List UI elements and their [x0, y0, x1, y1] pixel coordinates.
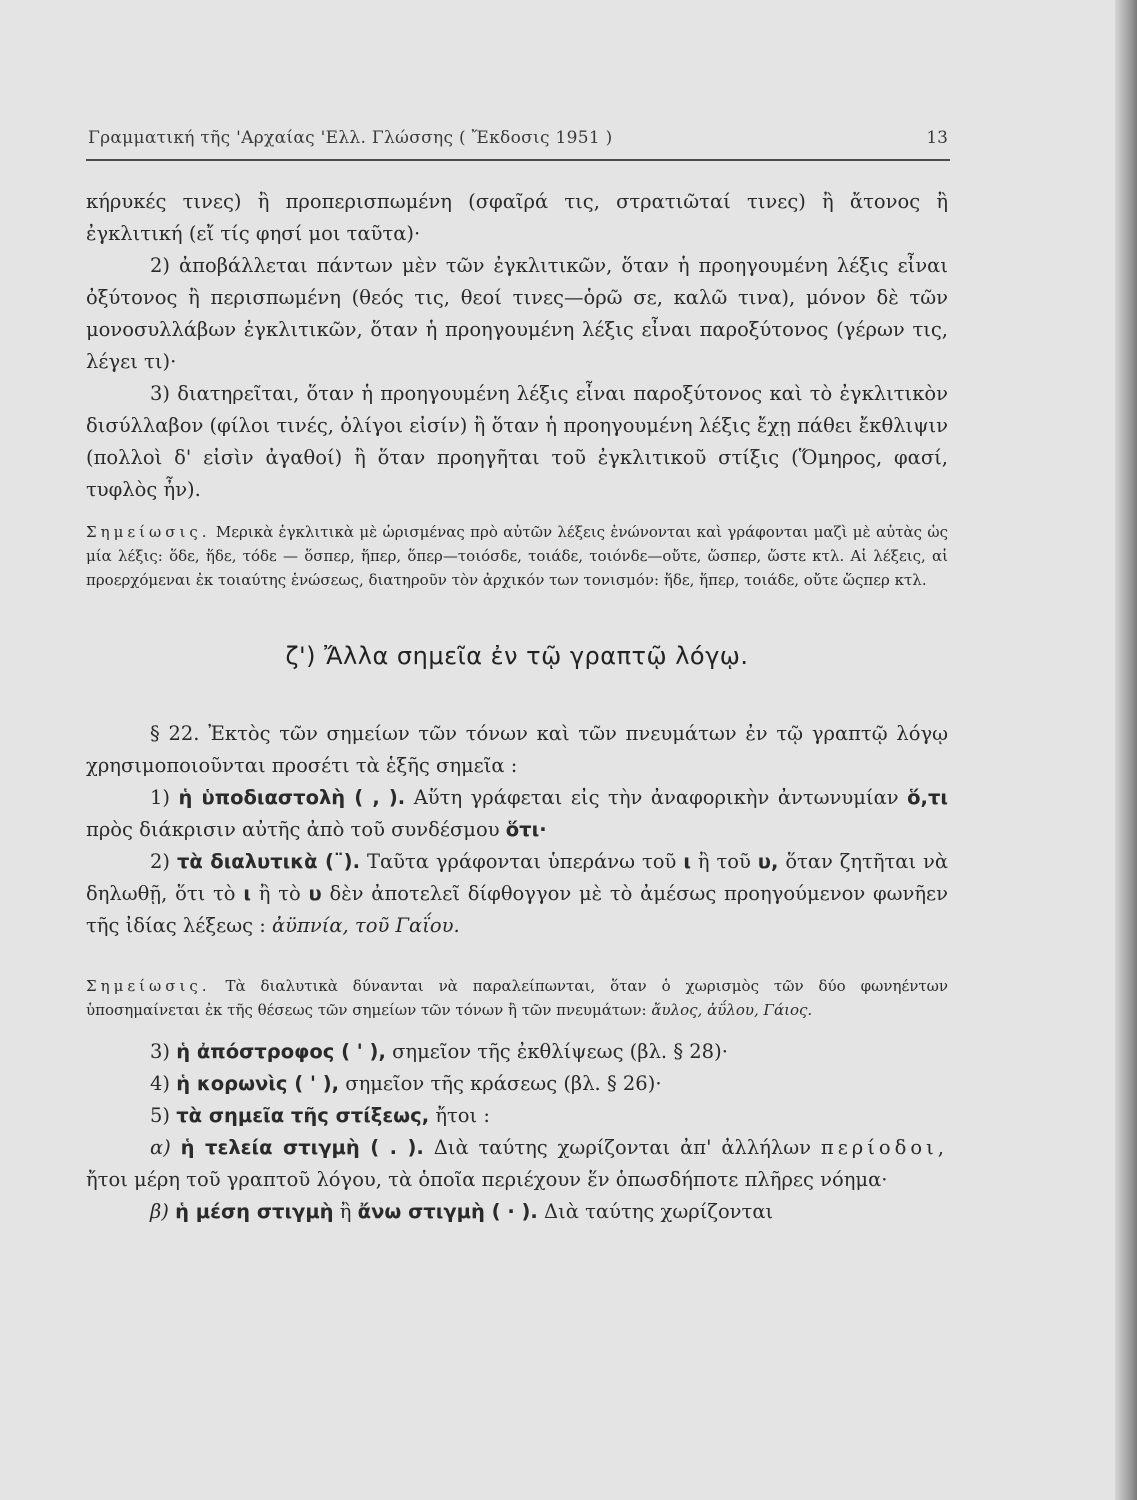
item-2-num: 2)	[150, 850, 171, 873]
item-5b-term-a: ἡ μέση στιγμὴ	[175, 1200, 334, 1223]
item-1-term: ἡ ὑποδιαστολὴ ( , ).	[178, 786, 406, 809]
item-1	[86, 782, 948, 846]
item-5a-text-b: ἤτοι μέρη τοῦ γραπτοῦ λόγου, τὰ ὁποῖα περιέχουν ἕν ὁπωσδήποτε πλῆρες νόημα·	[86, 1168, 888, 1191]
note-1-label: Σημείωσις.	[86, 523, 211, 541]
item-2-text-d: ἢ τὸ	[258, 882, 301, 905]
item-3-term: ἡ ἀπόστροφος ( ' ),	[176, 1040, 386, 1063]
page-body	[86, 186, 948, 1228]
note-2-text: Τὰ διαλυτικὰ δύνανται νὰ παραλείπωνται, ὅταν ὁ χωρισμὸς τῶν δύο φωνηέντων ὑποσημαίνεται ἐκ τῆς θέσεως τῶν σημείων τῶν τόνων ἢ τῶν πνευμάτων:	[86, 977, 948, 1019]
item-5b-mid: ἢ	[339, 1200, 352, 1223]
item-4-term: ἡ κορωνὶς ( ' ),	[176, 1072, 340, 1095]
item-2-iota-2: ι	[243, 882, 251, 905]
item-5a-spaced: περίοδοι,	[820, 1136, 948, 1159]
paragraph-rule-2: 2) ἀποβάλλεται πάντων μὲν τῶν ἐγκλιτικῶν, ὅταν ἡ προηγουμένη λέξις εἶναι ὀξύτονος ἢ περισπωμένη (θεός τις, θεοί τινες—ὁρῶ σε, καλῶ τινα), μόνον δὲ τῶν μονοσυλλάβων ἐγκλιτικῶν, ὅταν ἡ προηγουμένη λέξις εἶναι παροξύτονος (γέρων τις, λέγει τι)·	[86, 254, 948, 373]
item-2-text-b: ἢ τοῦ	[697, 850, 751, 873]
paragraph-rule-3: 3) διατηρεῖται, ὅταν ἡ προηγουμένη λέξις εἶναι παροξύτονος καὶ τὸ ἐγκλιτικὸν δισύλλαβον (φίλοι τινές, ὀλίγοι εἰσίν) ἢ ὅταν ἡ προηγουμένη λέξις ἔχῃ πάθει ἔκθλιψιν (πολλοὶ δ' εἰσὶν ἀγαθοί) ἢ ὅταν προηγῆται τοῦ ἐγκλιτικοῦ στίξις (Ὅμηρος, φασί, τυφλὸς ἦν).	[86, 382, 948, 501]
item-5	[86, 1100, 948, 1132]
item-5b-num: β)	[150, 1200, 169, 1223]
item-1-bold-1: ὅ,τι	[907, 786, 948, 809]
note-2-examples: ἄυλος, ἀΰλου, Γάιος.	[651, 1001, 813, 1019]
header-title: Γραμματική τῆς 'Αρχαίας 'Ελλ. Γλώσσης ( Ἔκδοσις 1951 )	[88, 128, 613, 148]
page-number: 13	[926, 128, 948, 148]
item-2-term: τὰ διαλυτικὰ (¨).	[176, 850, 360, 873]
item-5b	[86, 1196, 948, 1228]
item-5-term: τὰ σημεῖα τῆς στίξεως,	[176, 1104, 430, 1127]
section-22	[86, 718, 948, 782]
item-1-bold-2: ὅτι·	[505, 818, 547, 841]
item-2-text-a: Ταῦτα γράφονται ὑπεράνω τοῦ	[366, 850, 677, 873]
item-5-num: 5)	[150, 1104, 171, 1127]
item-5-text: ἤτοι :	[435, 1104, 490, 1127]
item-3	[86, 1036, 948, 1068]
item-1-text-a: Αὕτη γράφεται εἰς τὴν ἀναφορικὴν ἀντωνυμίαν	[413, 786, 899, 809]
item-2-example: ἀϋπνία, τοῦ Γαΐου.	[272, 914, 460, 937]
item-2-iota: ι	[683, 850, 691, 873]
item-2-text-c: ὅταν ζητῆται νὰ δηλωθῇ, ὅτι τὸ	[86, 850, 949, 905]
note-1	[86, 520, 948, 592]
item-2-ypsilon: υ,	[757, 850, 779, 873]
item-5b-text: Διὰ ταύτης χωρίζονται	[544, 1200, 774, 1223]
section-22-text: Ἐκτὸς τῶν σημείων τῶν τόνων καὶ τῶν πνευμάτων ἐν τῷ γραπτῷ λόγῳ χρησιμοποιοῦνται προσέτι τὰ ἑξῆς σημεῖα :	[86, 722, 949, 777]
item-5b-term-b: ἄνω στιγμὴ ( · ).	[357, 1200, 538, 1223]
item-5a	[86, 1132, 948, 1196]
section-22-number: § 22.	[150, 722, 200, 745]
item-3-num: 3)	[150, 1040, 171, 1063]
item-5a-text-a: Διὰ ταύτης χωρίζονται ἀπ' ἀλλήλων	[433, 1136, 811, 1159]
note-2	[86, 974, 948, 1022]
note-2-label: Σημείωσις.	[86, 977, 211, 995]
page-edge-shadow	[1115, 0, 1137, 1500]
item-2	[86, 846, 948, 942]
note-1-text: Μερικὰ ἐγκλιτικὰ μὲ ὡρισμένας πρὸ αὐτῶν λέξεις ἑνώνονται καὶ γράφονται μαζὶ μὲ αὐτὰς ὡς μία λέξις: ὅδε, ἥδε, τόδε — ὅσπερ, ἥπερ, ὅπερ—τοιόσδε, τοιάδε, τοιόνδε—οὔτε, ὥσπερ, ὥστε κτλ. Αἱ λέξεις, αἱ προερχόμεναι ἐκ τοιαύτης ἑνώσεως, διατηροῦν τὸν ἀρχικόν των τονισμόν: ἥδε, ἥπερ, τοιάδε, οὔτε ὥςπερ κτλ.	[86, 523, 948, 589]
item-2-ypsilon-2: υ	[308, 882, 322, 905]
item-5a-term: ἡ τελεία στιγμὴ ( . ).	[180, 1136, 424, 1159]
header-rule	[86, 159, 950, 161]
item-4	[86, 1068, 948, 1100]
item-4-text: σημεῖον τῆς κράσεως (βλ. § 26)·	[345, 1072, 662, 1095]
item-2-text-e: δὲν ἀποτελεῖ δίφθογγον μὲ τὸ ἀμέσως προηγούμενον φωνῆεν τῆς ἰδίας λέξεως :	[86, 882, 949, 937]
item-3-text: σημεῖον τῆς ἐκθλίψεως (βλ. § 28)·	[392, 1040, 728, 1063]
paragraph-continuation: κήρυκές τινες) ἢ προπερισπωμένη (σφαῖρά τις, στρατιῶταί τινες) ἢ ἄτονος ἢ ἐγκλιτική (εἴ τίς φησί μοι ταῦτα)·	[86, 190, 948, 245]
section-heading: ζ') Ἄλλα σημεῖα ἐν τῷ γραπτῷ λόγῳ.	[285, 642, 749, 670]
item-1-text-b: πρὸς διάκρισιν αὐτῆς ἀπὸ τοῦ συνδέσμου	[86, 818, 500, 841]
item-1-num: 1)	[150, 786, 171, 809]
item-4-num: 4)	[150, 1072, 171, 1095]
item-5a-num: α)	[150, 1136, 171, 1159]
